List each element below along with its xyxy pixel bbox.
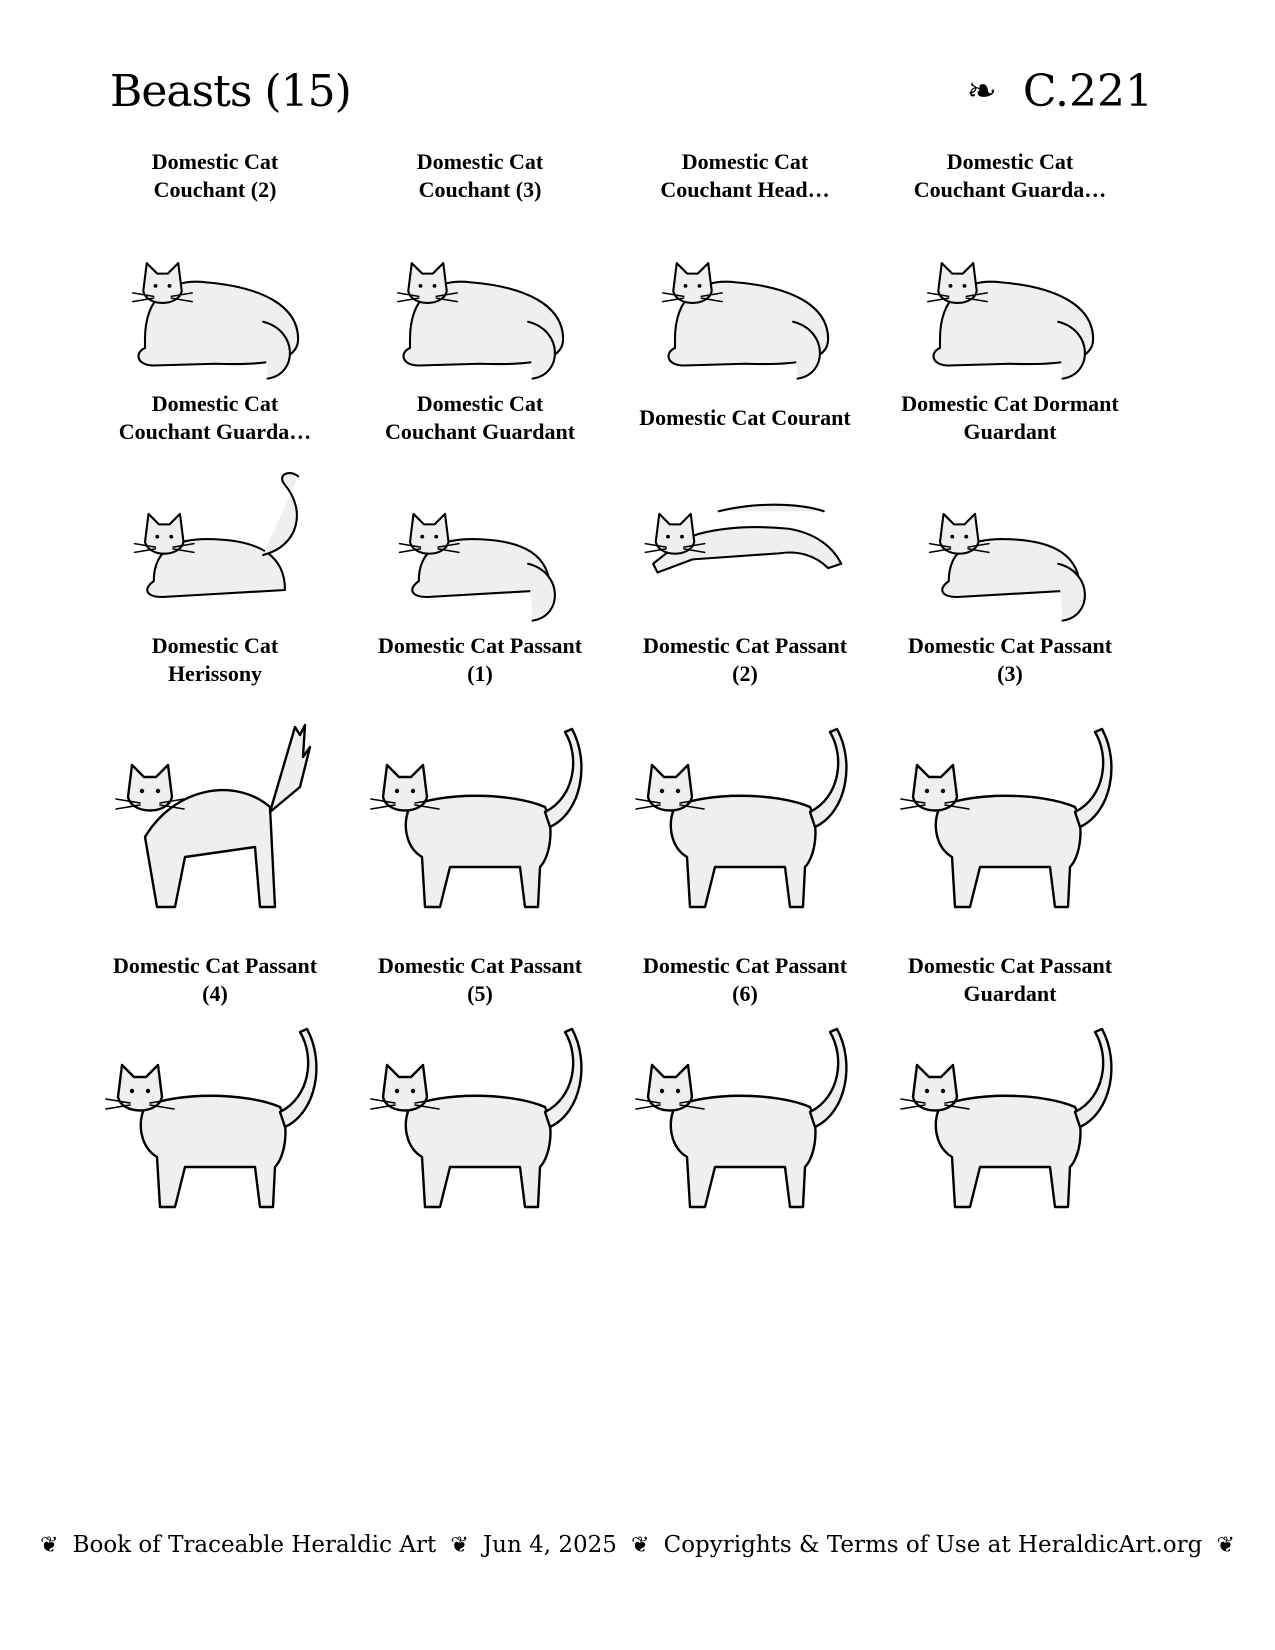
- emblem-entry: [345, 632, 615, 942]
- emblem-label: Domestic Cat Couchant Guarda…: [118, 391, 312, 444]
- cat-illustration: [625, 450, 865, 625]
- fleuron-icon: ❦: [631, 1532, 650, 1558]
- emblem-entry: [345, 390, 615, 625]
- cat-illustration: [890, 450, 1130, 625]
- cat-illustration: [360, 450, 600, 625]
- emblem-label: Domestic Cat Dormant Guardant: [901, 391, 1119, 444]
- emblem-entry: [80, 390, 350, 625]
- emblem-entry: [610, 952, 880, 1222]
- footer-copyright: Copyrights & Terms of Use at HeraldicArt.org: [663, 1532, 1203, 1558]
- emblem-label: Domestic Cat Herissony: [151, 633, 279, 686]
- footer-book-title: Book of Traceable Heraldic Art: [72, 1532, 437, 1558]
- cat-illustration: [625, 208, 865, 383]
- fleuron-icon: ❧: [966, 71, 997, 112]
- section-title: Beasts (15): [110, 66, 351, 117]
- emblem-label: Domestic Cat Passant (1): [377, 633, 583, 686]
- emblem-entry: [610, 390, 880, 625]
- emblem-entry: [875, 632, 1145, 942]
- emblem-entry: [345, 952, 615, 1222]
- emblem-label: Domestic Cat Passant (6): [642, 953, 848, 1006]
- emblem-entry: [80, 148, 350, 383]
- emblem-label: Domestic Cat Passant (2): [642, 633, 848, 686]
- emblem-label: Domestic Cat Couchant Guardant: [384, 391, 576, 444]
- cat-illustration: [95, 450, 335, 625]
- emblem-entry: [80, 632, 350, 942]
- fleuron-icon: ❦: [40, 1532, 59, 1558]
- fleuron-icon: ❦: [450, 1532, 469, 1558]
- emblem-label: Domestic Cat Passant (5): [377, 953, 583, 1006]
- emblem-label: Domestic Cat Courant: [639, 405, 851, 430]
- cat-illustration: [360, 692, 600, 942]
- cat-illustration: [95, 208, 335, 383]
- cat-illustration: [95, 1012, 335, 1222]
- cat-illustration: [360, 208, 600, 383]
- emblem-entry: [875, 148, 1145, 383]
- page-code: C.221: [1022, 66, 1153, 117]
- cat-illustration: [625, 692, 865, 942]
- page-footer: [40, 1525, 1235, 1565]
- emblem-entry: [875, 390, 1145, 625]
- page-identifier: [967, 66, 1153, 117]
- emblem-label: Domestic Cat Couchant (2): [151, 149, 279, 202]
- emblem-label: Domestic Cat Passant (4): [112, 953, 318, 1006]
- page-header: [110, 66, 1153, 136]
- emblem-entry: [610, 632, 880, 942]
- emblem-label: Domestic Cat Couchant Guarda…: [913, 149, 1107, 202]
- emblem-entry: [345, 148, 615, 383]
- emblem-entry: [875, 952, 1145, 1222]
- emblem-label: Domestic Cat Passant (3): [907, 633, 1113, 686]
- cat-illustration: [890, 208, 1130, 383]
- emblem-entry: [80, 952, 350, 1222]
- emblem-label: Domestic Cat Passant Guardant: [907, 953, 1113, 1006]
- cat-illustration: [890, 692, 1130, 942]
- cat-illustration: [360, 1012, 600, 1222]
- footer-date: Jun 4, 2025: [482, 1532, 617, 1558]
- emblem-label: Domestic Cat Couchant Head…: [660, 149, 830, 202]
- fleuron-icon: ❦: [1216, 1532, 1235, 1558]
- emblem-entry: [610, 148, 880, 383]
- emblem-label: Domestic Cat Couchant (3): [416, 149, 544, 202]
- cat-illustration: [95, 692, 335, 942]
- cat-illustration: [625, 1012, 865, 1222]
- cat-illustration: [890, 1012, 1130, 1222]
